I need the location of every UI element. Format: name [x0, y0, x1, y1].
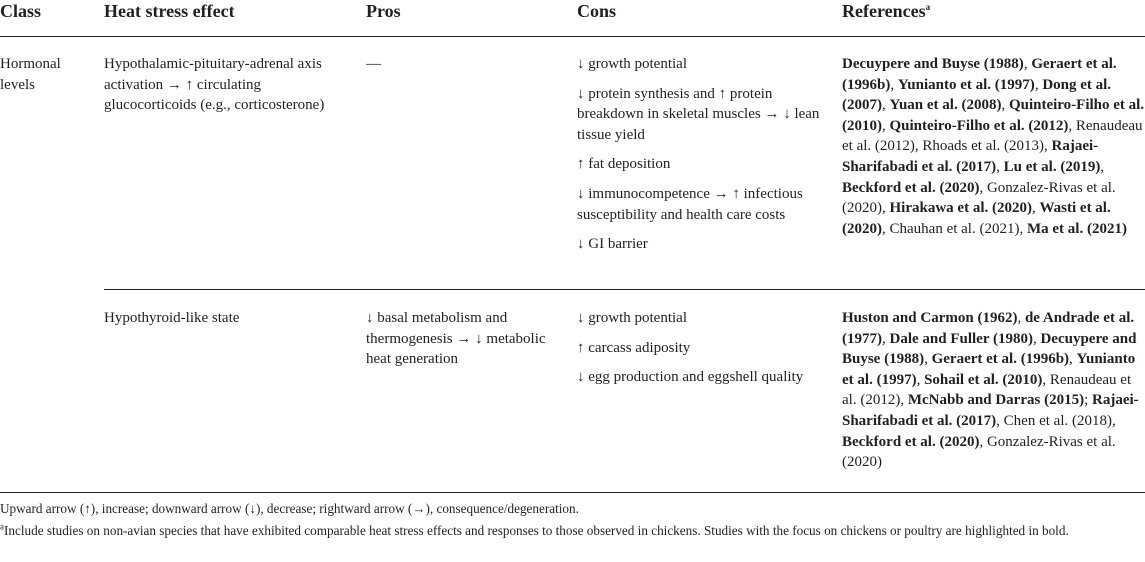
- row2-cons-item: ↓ egg production and eggshell quality: [577, 369, 804, 386]
- footnote-a-mark: a: [0, 521, 4, 532]
- reference-bold: de Andrade et al. (1977): [842, 310, 1135, 347]
- table-bottom-rule: [0, 492, 1145, 493]
- row2-pros: ↓ basal metabolism and thermogenesis → ↓ metabolic heat generation: [366, 310, 546, 368]
- reference-text: ,: [1001, 97, 1009, 114]
- reference-bold: Ma et al. (2021): [1026, 220, 1127, 237]
- header-class: Class: [0, 1, 42, 21]
- header-references: [842, 0, 930, 22]
- reference-text: , Renaudeau et al. (2012), Rhoads et al. (2013),: [842, 117, 1143, 155]
- row1-cons-item: ↑ fat deposition: [577, 156, 671, 173]
- reference-text: , Gonzalez-Rivas et al. (2020): [842, 433, 1116, 471]
- reference-bold: Rajaei-Sharifabadi et al. (2017): [842, 392, 1139, 429]
- reference-bold: Wasti et al. (2020): [842, 200, 1111, 237]
- reference-text: , Chauhan et al. (2021),: [882, 220, 1027, 237]
- header-pros: Pros: [366, 1, 401, 21]
- row1-cons-item: ↓ immunocompetence → ↑ infectious susceptibility and health care costs: [577, 185, 803, 223]
- reference-text: ;: [1084, 392, 1092, 409]
- footnote-a-text: Include studies on non-avian species that have exhibited comparable heat stress effects and responses to those observed in chickens. Studies with the focus on chickens or poultry are highlighted in bold.: [4, 523, 1069, 538]
- reference-bold: Dale and Fuller (1980): [889, 330, 1033, 347]
- reference-bold: Beckford et al. (2020): [842, 433, 980, 450]
- reference-text: ,: [890, 76, 898, 93]
- reference-bold: Sohail et al. (2010): [924, 371, 1043, 388]
- reference-bold: Lu et al. (2019): [1003, 158, 1101, 175]
- reference-text: , Gonzalez-Rivas et al. (2020),: [842, 179, 1116, 217]
- row1-references: [842, 54, 1145, 239]
- reference-bold: Geraert et al. (1996b): [842, 56, 1117, 93]
- reference-text: ,: [1100, 158, 1105, 175]
- reference-text: ,: [996, 158, 1004, 175]
- reference-bold: Rajaei-Sharifabadi et al. (2017): [842, 138, 1099, 175]
- reference-text: , Chen et al. (2018),: [996, 412, 1116, 429]
- row1-cons-item: ↓ growth potential: [577, 56, 687, 72]
- row2-effect: Hypothyroid-like state: [104, 310, 240, 326]
- reference-text: ,: [1017, 310, 1025, 326]
- reference-bold: Huston and Carmon (1962): [842, 310, 1018, 326]
- footnote-a: [0, 521, 1145, 540]
- footnote-arrows: Upward arrow (↑), increase; downward arrow (↓), decrease; rightward arrow (→), consequence/degeneration.: [0, 501, 579, 516]
- reference-text: ,: [1069, 351, 1077, 368]
- reference-text: ,: [882, 330, 890, 347]
- reference-bold: Decuypere and Buyse (1988): [842, 330, 1137, 368]
- reference-text: , Renaudeau et al. (2012),: [842, 371, 1132, 409]
- row1-pros: —: [366, 56, 381, 72]
- row-divider: [104, 289, 1145, 290]
- reference-bold: Geraert et al. (1996b): [931, 351, 1070, 368]
- row1-class: Hormonal levels: [0, 56, 61, 93]
- row2-cons-item: ↓ growth potential: [577, 310, 687, 326]
- reference-text: ,: [882, 117, 890, 134]
- header-references-footnote-mark: a: [925, 2, 931, 12]
- reference-text: ,: [1034, 76, 1043, 93]
- reference-bold: Quinteiro-Filho et al. (2010): [842, 97, 1145, 134]
- reference-bold: McNabb and Darras (2015): [907, 392, 1085, 409]
- header-cons: Cons: [577, 1, 617, 21]
- row1-cons: [577, 54, 829, 264]
- reference-text: ,: [1031, 200, 1040, 217]
- reference-text: ,: [1023, 56, 1032, 72]
- reference-bold: Yuan et al. (2008): [889, 97, 1002, 114]
- reference-bold: Dong et al. (2007): [842, 76, 1112, 114]
- header-rule: [0, 36, 1145, 37]
- row2-cons: [577, 308, 829, 397]
- reference-text: ,: [924, 351, 932, 368]
- row1-effect: Hypothalamic-pituitary-adrenal axis activation → ↑ circulating glucocorticoids (e.g., corticosterone): [104, 56, 325, 114]
- reference-text: ,: [1032, 330, 1041, 347]
- reference-bold: Yunianto et al. (1997): [842, 351, 1136, 388]
- row1-cons-item: ↓ GI barrier: [577, 236, 648, 253]
- row1-cons-item: ↓ protein synthesis and ↑ protein breakdown in skeletal muscles → ↓ lean tissue yield: [577, 85, 820, 143]
- reference-text: ,: [916, 371, 925, 388]
- header-heat-stress-effect: Heat stress effect: [104, 1, 235, 21]
- reference-bold: Hirakawa et al. (2020): [889, 200, 1032, 217]
- row2-cons-item: ↑ carcass adiposity: [577, 339, 691, 356]
- reference-bold: Decuypere and Buyse (1988): [842, 56, 1024, 72]
- reference-bold: Quinteiro-Filho et al. (2012): [889, 117, 1069, 134]
- reference-bold: Yunianto et al. (1997): [897, 76, 1035, 93]
- reference-bold: Beckford et al. (2020): [842, 179, 980, 196]
- header-references-label: References: [842, 1, 926, 21]
- reference-text: ,: [882, 97, 890, 114]
- row2-references: [842, 308, 1145, 473]
